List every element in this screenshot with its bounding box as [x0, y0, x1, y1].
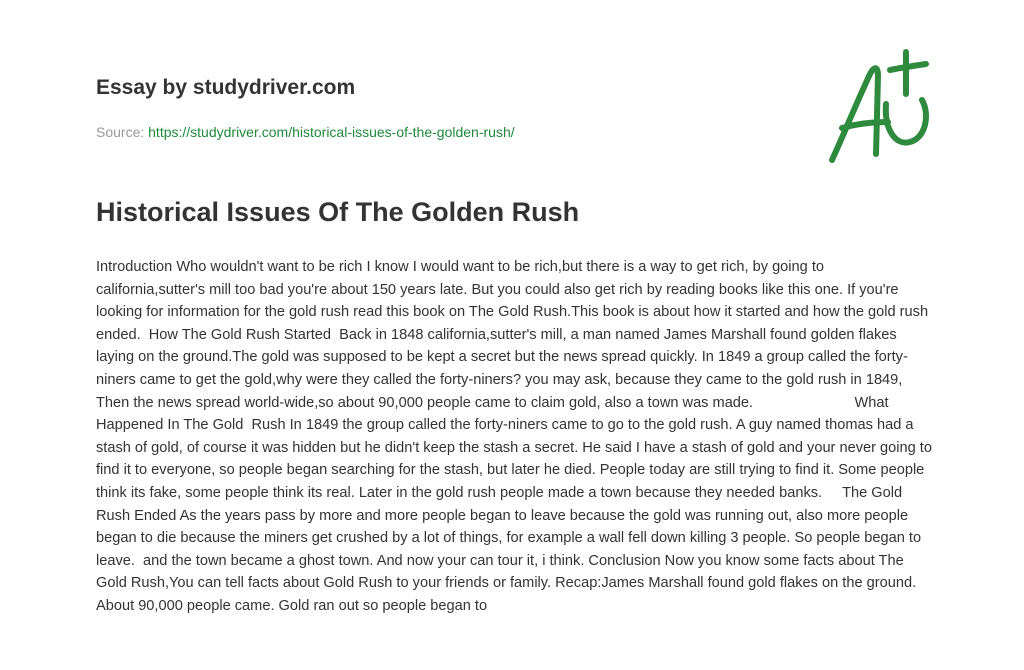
source-link[interactable]: https://studydriver.com/historical-issues-of-the-golden-rush/ [148, 124, 515, 140]
source-label: Source: [96, 124, 149, 140]
essay-title: Historical Issues Of The Golden Rush [96, 197, 580, 227]
source-line [96, 124, 515, 140]
a-plus-grade-icon [826, 44, 938, 168]
essay-body: Introduction Who wouldn't want to be rich I know I would want to be rich,but there is a way to get rich, by going to california,sutter's mill too bad you're about 150 years late. But you could also get rich by reading books like this one. If you're looking for information for the gold rush read this book on The Gold Rush.This book is about how it started and how the gold rush ended. How The Gold Rush Started Back in 1848 california,sutter's mill, a man named James Marshall found golden flakes laying on the ground.The gold was supposed to be kept a secret but the news spread quickly. In 1849 a group called the forty-niners came to get the gold,why were they called the forty-niners? you may ask, because they came to the gold rush in 1849, Then the news spread world-wide,so about 90,000 people came to claim gold, also a town was made. What Happened In The Gold Rush In 1849 the group called the forty-niners came to go to the gold rush. A guy named thomas had a stash of gold, of course it was hidden but he didn't keep the stash a secret. He said I have a stash of gold and your never going to find it to everyone, so people began searching for the stash, but later he died. People today are still trying to find it. Some people think its fake, some people think its real. Later in the gold rush people made a town because they needed banks. The Gold Rush Ended As the years pass by more and more people began to leave because the gold was running out, also more people began to die because the miners get crushed by a lot of things, for example a wall fell down killing 3 people. So people began to leave. and the town became a ghost town. And now your can tour it, i think. Conclusion Now you know some facts about The Gold Rush,You can tell facts about Gold Rush to your friends or family. Recap:James Marshall found gold flakes on the ground. About 90,000 people came. Gold ran out so people began to [96, 259, 937, 614]
site-header-label: Essay by studydriver.com [96, 76, 356, 99]
